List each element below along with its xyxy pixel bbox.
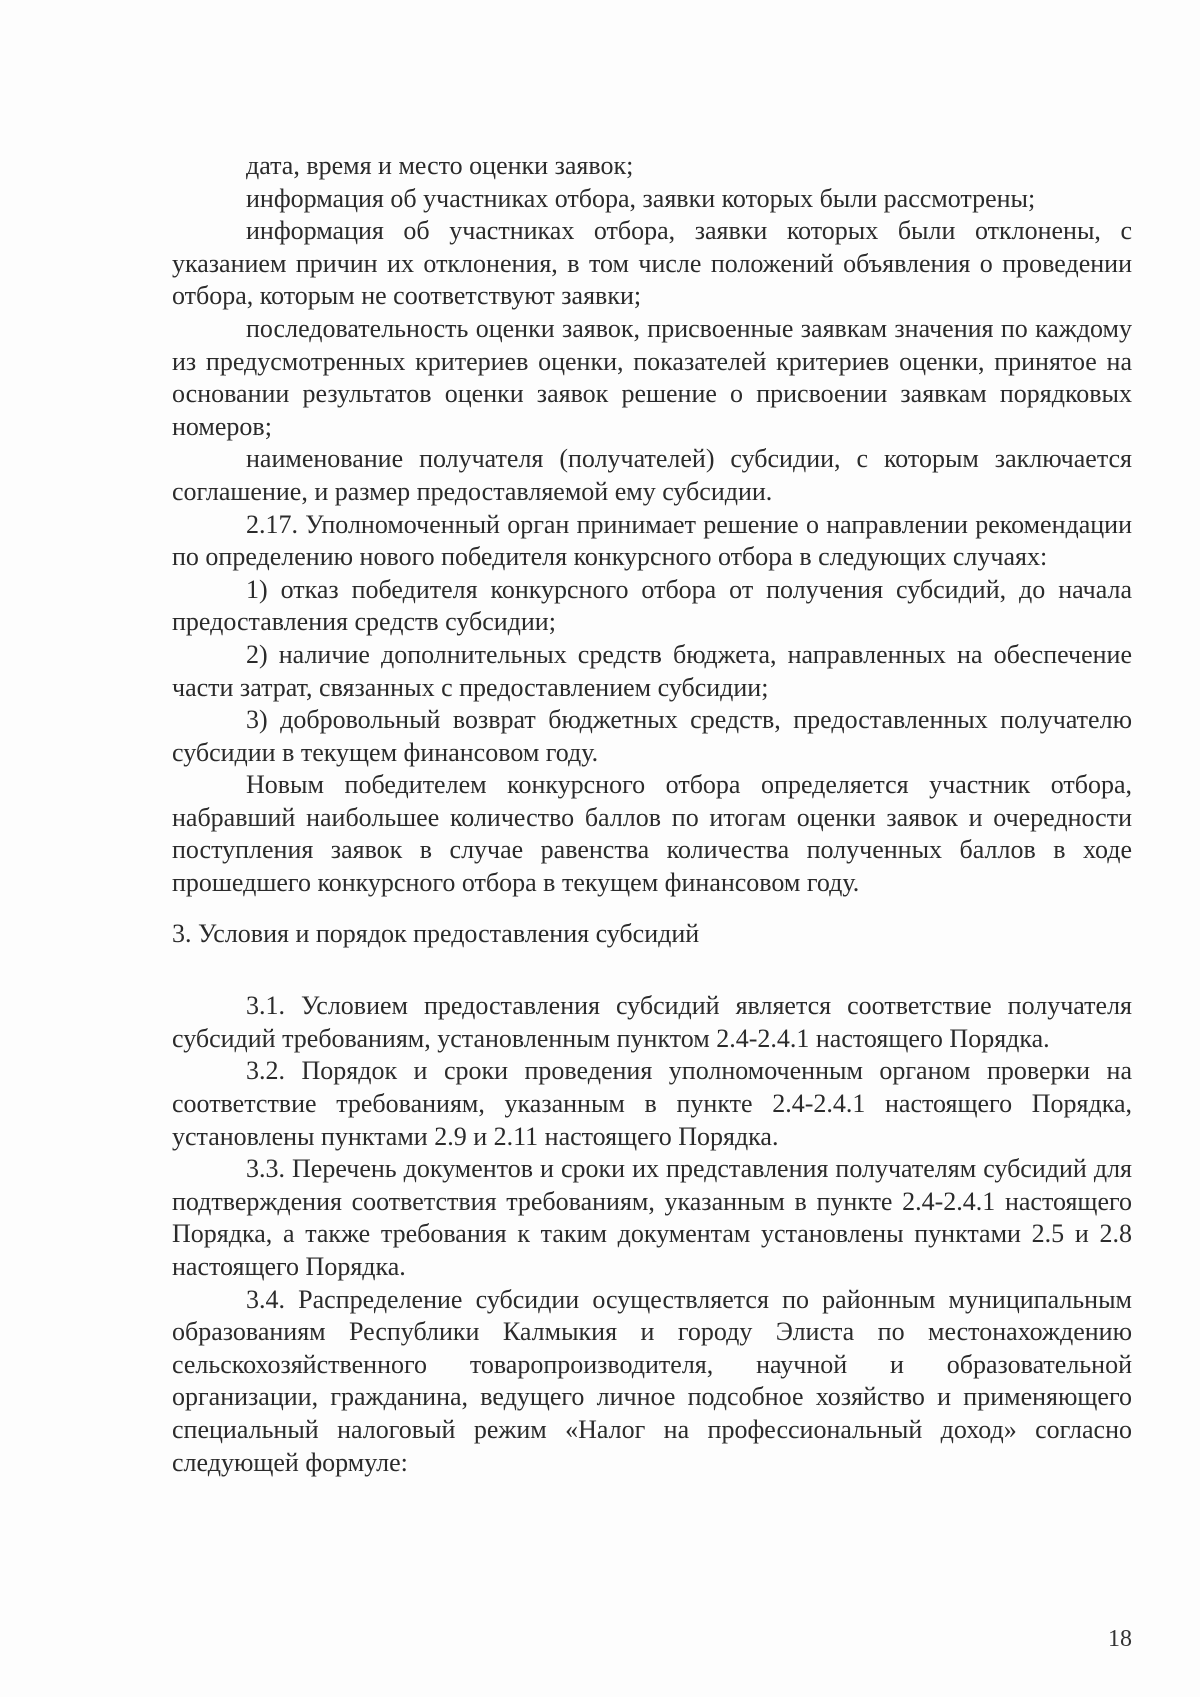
paragraph-assessment-sequence: последовательность оценки заявок, присвоенные заявкам значения по каждому из предусмотренных критериев оценки, показателей критериев оценки, принятое на основании результатов оценки заявок решение о присвоении заявкам порядковых номеров;: [172, 313, 1132, 441]
paragraph-rejected-participants: информация об участниках отбора, заявки которых были отклонены, с указанием причин их отклонения, в том числе положений объявления о проведении отбора, которым не соответствуют заявки;: [172, 216, 1132, 311]
paragraph-3-2: 3.2. Порядок и сроки проведения уполномоченным органом проверки на соответствие требованиям, указанным в пункте 2.4-2.4.1 настоящего Порядка, установлены пунктами 2.9 и 2.11 настоящего Порядка.: [172, 1056, 1132, 1151]
paragraph-case-3: 3) добровольный возврат бюджетных средств, предоставленных получателю субсидии в текущем финансовом году.: [172, 705, 1132, 767]
paragraph-recipient-name: наименование получателя (получателей) субсидии, с которым заключается соглашение, и размер предоставляемой ему субсидии.: [172, 444, 1132, 506]
paragraph-2-17: 2.17. Уполномоченный орган принимает решение о направлении рекомендации по определению нового победителя конкурсного отбора в следующих случаях:: [172, 509, 1132, 572]
paragraph-reviewed-participants: информация об участниках отбора, заявки которых были рассмотрены;: [246, 183, 1036, 213]
paragraph-3-1: 3.1. Условием предоставления субсидий является соответствие получателя субсидий требованиям, установленным пунктом 2.4-2.4.1 настоящего Порядка.: [172, 991, 1132, 1053]
paragraph-new-winner: Новым победителем конкурсного отбора определяется участник отбора, набравший наибольшее количество баллов по итогам оценки заявок и очередности поступления заявок в случае равенства количества полученных баллов в ходе прошедшего конкурсного отбора в текущем финансовом году.: [172, 770, 1132, 898]
paragraph-assessment-date: дата, время и место оценки заявок;: [246, 151, 634, 180]
paragraph-3-3: 3.3. Перечень документов и сроки их представления получателям субсидий для подтверждения соответствия требованиям, указанным в пункте 2.4-2.4.1 настоящего Порядка, а также требования к таким документам установлены пунктами 2.5 и 2.8 настоящего Порядка.: [172, 1154, 1132, 1281]
paragraph-case-2: 2) наличие дополнительных средств бюджета, направленных на обеспечение части затрат, связанных с предоставлением субсидии;: [172, 639, 1132, 702]
paragraph-case-1: 1) отказ победителя конкурсного отбора от получения субсидий, до начала предоставления средств субсидии;: [172, 574, 1132, 637]
page-number: 18: [1108, 1626, 1132, 1652]
document-body: [172, 150, 1132, 1479]
section-heading: 3. Условия и порядок предоставления субсидий: [172, 918, 700, 948]
paragraph-3-4: 3.4. Распределение субсидии осуществляется по районным муниципальным образованиям Республики Калмыкия и городу Элиста по местонахождению сельскохозяйственного товаропроизводителя, научной и образовательной организации, гражданина, ведущего личное подсобное хозяйство и применяющего специальный налоговый режим «Налог на профессиональный доход» согласно следующей формуле:: [172, 1284, 1132, 1477]
